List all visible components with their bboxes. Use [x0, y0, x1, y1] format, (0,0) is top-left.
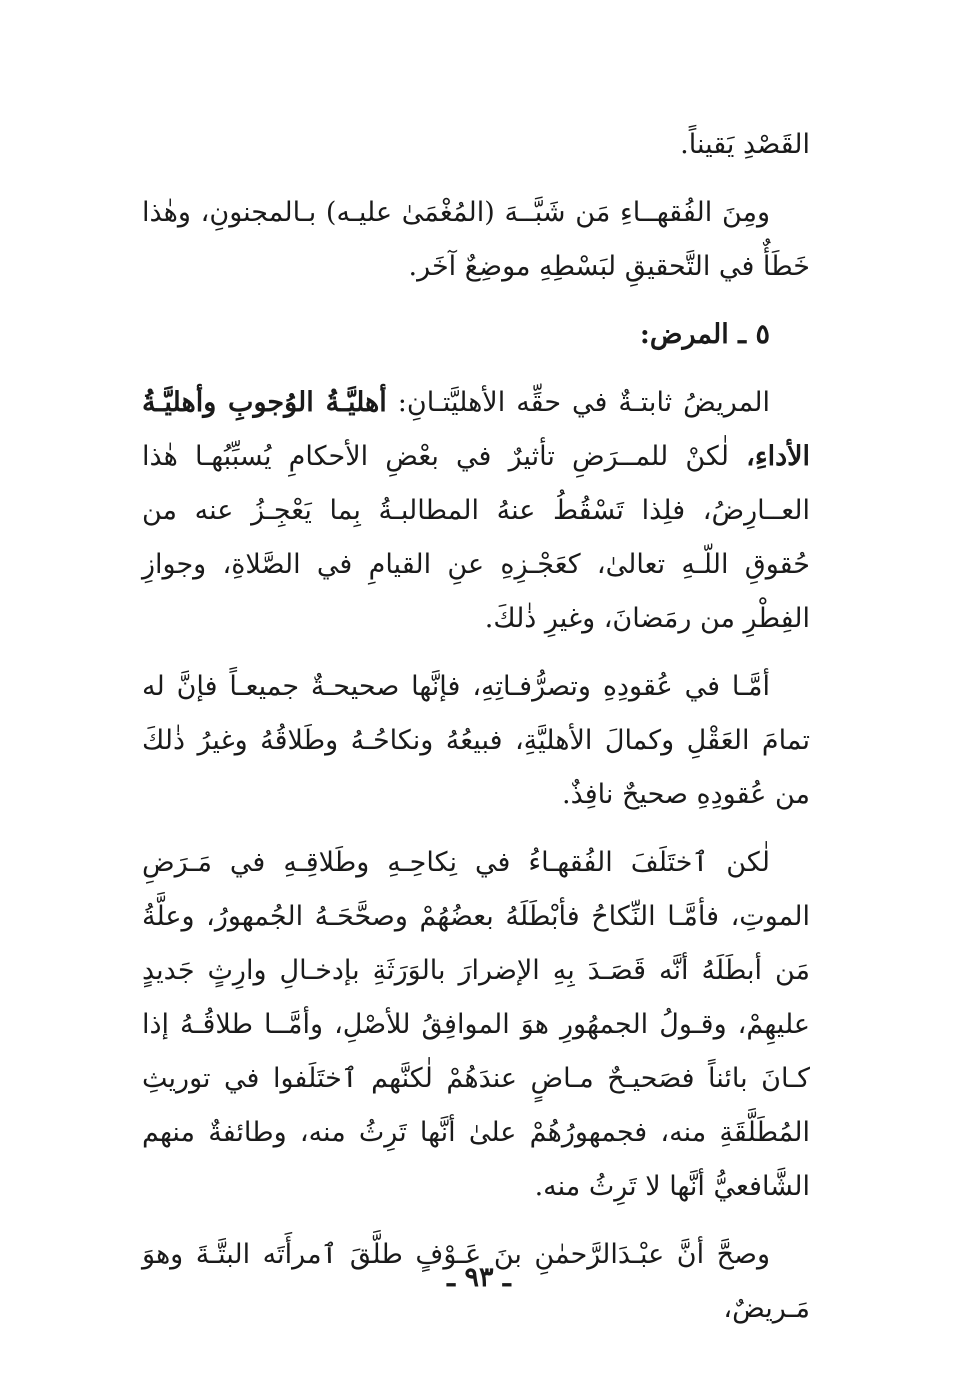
- paragraph-patient-capacity-start: المريضُ ثابتـةٌ في حقِّه الأهليَّتـانِ:: [386, 387, 770, 418]
- section-heading-illness: ٥ ـ المرض:: [639, 319, 770, 350]
- paragraph-patient-capacity-rest: لٰكنْ للمــرَضِ تأثيرٌ في بعْضِ الأحكامِ يُسبِّبُهـا هٰذا العــارِضُ، فلِذا تَسْقُطُ عنهُ المطالبـةُ بِما يَعْجِـزُ عنه من حُقوقِ اللّـهِ تعالىٰ، كعَجْـزِهِ عنِ القيامِ في الصَّلاةِ، وجوازِ الفِطْرِ من رمَضانَ، وغيرِ ذٰلكَ.: [142, 441, 810, 634]
- paragraph-continuation: القَصْدِ يَقيناً.: [680, 129, 810, 160]
- paragraph-unconscious-person: ومِنَ الفُقهــاءِ مَن شَبَّــهَ (المُغْمَىٰ عليـه) بـالمجنونِ، وهٰذا خَطَأٌ في التَّحقيقِ لبَسْطِهِ موضِعٌ آخَر.: [142, 197, 810, 282]
- paragraph-abdurrahman: وصحَّ أنَّ عبْـدَالرَّحمٰنِ بنَ عَـوْفٍ طلَّقَ ٱمرأَتَه البتَّـةَ وهوَ مَـريضٌ،: [142, 1239, 810, 1324]
- paragraph-contracts: أمَّـا في عُقودِهِ وتصرُّفـاتِهِ، فإنَّها صحيحـةٌ جميعـاً فإنَّ له تمامَ العَقْلِ وكمالَ الأهليَّةِ، فبيعُهُ ونكاحُـهُ وطَلاقُهُ وغيرُ ذٰلكَ من عُقودِهِ صحيحٌ نافِذٌ.: [142, 671, 810, 810]
- paragraph-death-illness: لٰكن ٱختَلَفَ الفُقهـاءُ في نِكاحِـهِ وطَلاقِـهِ في مَـرَضِ الموتِ، فأمَّـا النِّكاحُ فأبْطَلَهُ بعضُهُمْ وصحَّحَـهُ الجُمهورُ، وعلَّةُ مَن أبطَلَهُ أنَّه قَصَـدَ بِهِ الإضرارَ بالوَرَثَةِ بإدخـالِ وارِثٍ جَديدٍ عليهِمْ، وقـولُ الجمهُورِ هوَ الموافِقُ للأصْلِ، وأمَّــا طلاقُـهُ إذا كـانَ بائناً فصَحيـحٌ مـاضٍ عندَهُمْ لٰكنَّهم ٱختَلَفوا في توريثِ المُطَلَّقَةِ منه، فجمهورُهُمْ علىٰ أنَّها تَرِثُ منه، وطائفةٌ منهم الشَّافعيُّ أنَّها لا تَرِثُ منه.: [142, 847, 810, 1202]
- paragraph-patient-capacity: [142, 376, 810, 646]
- capacity-types-bold: أهليَّـةُ الوُجوبِ وأهليَّـةُ الأداءِ،: [142, 387, 810, 472]
- page-number: ـ ٩٣ ـ: [447, 1262, 511, 1293]
